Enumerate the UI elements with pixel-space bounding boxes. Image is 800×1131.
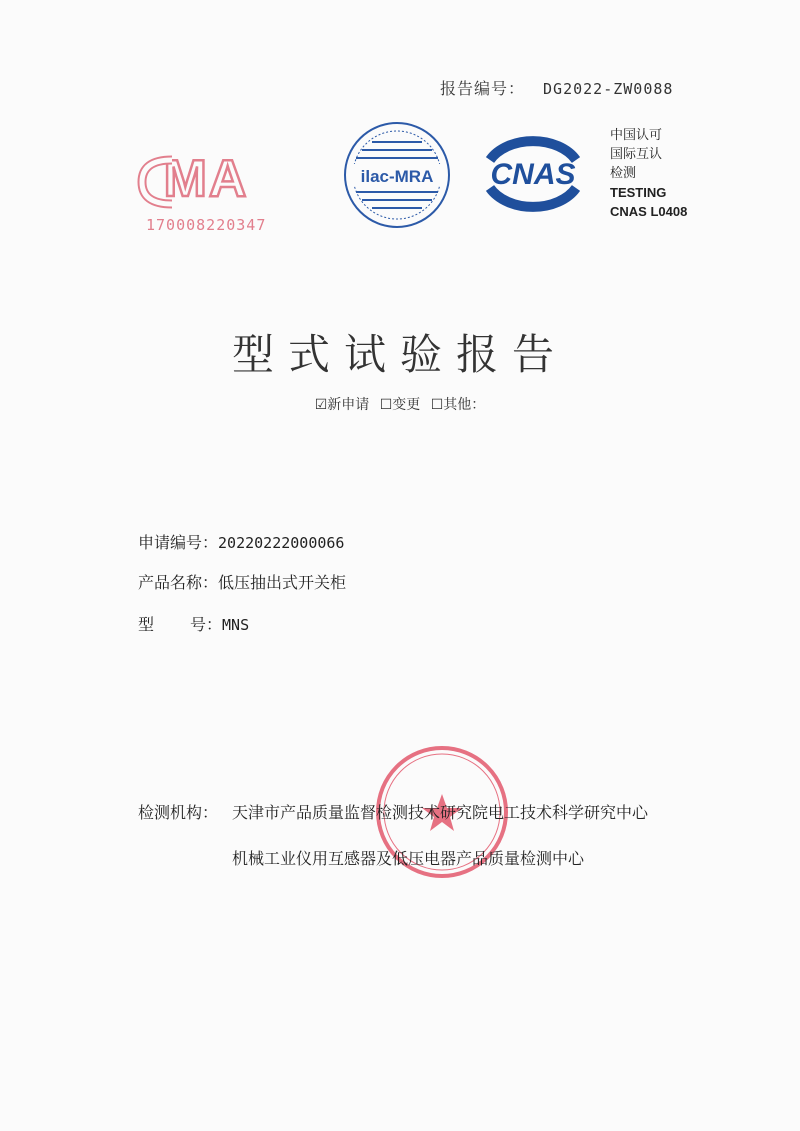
application-number-field	[138, 530, 344, 553]
page-title: 型式试验报告	[231, 330, 568, 379]
organization-line-2: 机械工业仪用互感器及低压电器产品质量检测中心	[232, 849, 585, 868]
application-number-value: 20220222000066	[218, 534, 345, 552]
organization-line-1: 天津市产品质量监督检测技术研究院电工技术科学研究中心	[232, 803, 649, 822]
report-number	[440, 76, 673, 99]
product-name-value: 低压抽出式开关柜	[218, 573, 347, 592]
model-field	[138, 612, 249, 635]
application-type-options	[0, 394, 800, 414]
report-number-label: 报告编号：	[440, 79, 526, 98]
model-value: MNS	[222, 616, 250, 634]
cnas-caption-line: 检测	[610, 166, 637, 181]
cnas-logo	[472, 126, 594, 222]
cma-number: 170008220347	[146, 216, 267, 234]
report-number-value: DG2022-ZW0088	[543, 80, 674, 98]
option-other[interactable]: ☐其他：	[430, 397, 486, 413]
ilac-mra-logo	[342, 120, 452, 230]
model-label-a: 型	[138, 615, 155, 634]
option-change[interactable]: ☐变更	[379, 397, 421, 413]
ilac-text: ilac-MRA	[360, 167, 434, 186]
cnas-caption-line: CNAS L0408	[610, 204, 688, 219]
application-number-label: 申请编号：	[138, 533, 219, 552]
cnas-caption-line: 国际互认	[610, 147, 663, 162]
organization-label: 检测机构：	[138, 803, 219, 822]
product-name-field	[138, 570, 346, 593]
cnas-caption-line: 中国认可	[610, 128, 663, 143]
cnas-caption	[610, 126, 687, 221]
product-name-label: 产品名称：	[138, 573, 219, 592]
cnas-text: CNAS	[490, 158, 576, 191]
model-label-b: 号：	[190, 615, 223, 634]
svg-text:MA: MA	[163, 150, 249, 208]
cnas-caption-line: TESTING	[610, 185, 667, 200]
option-new-application[interactable]: ☑新申请	[314, 397, 370, 413]
